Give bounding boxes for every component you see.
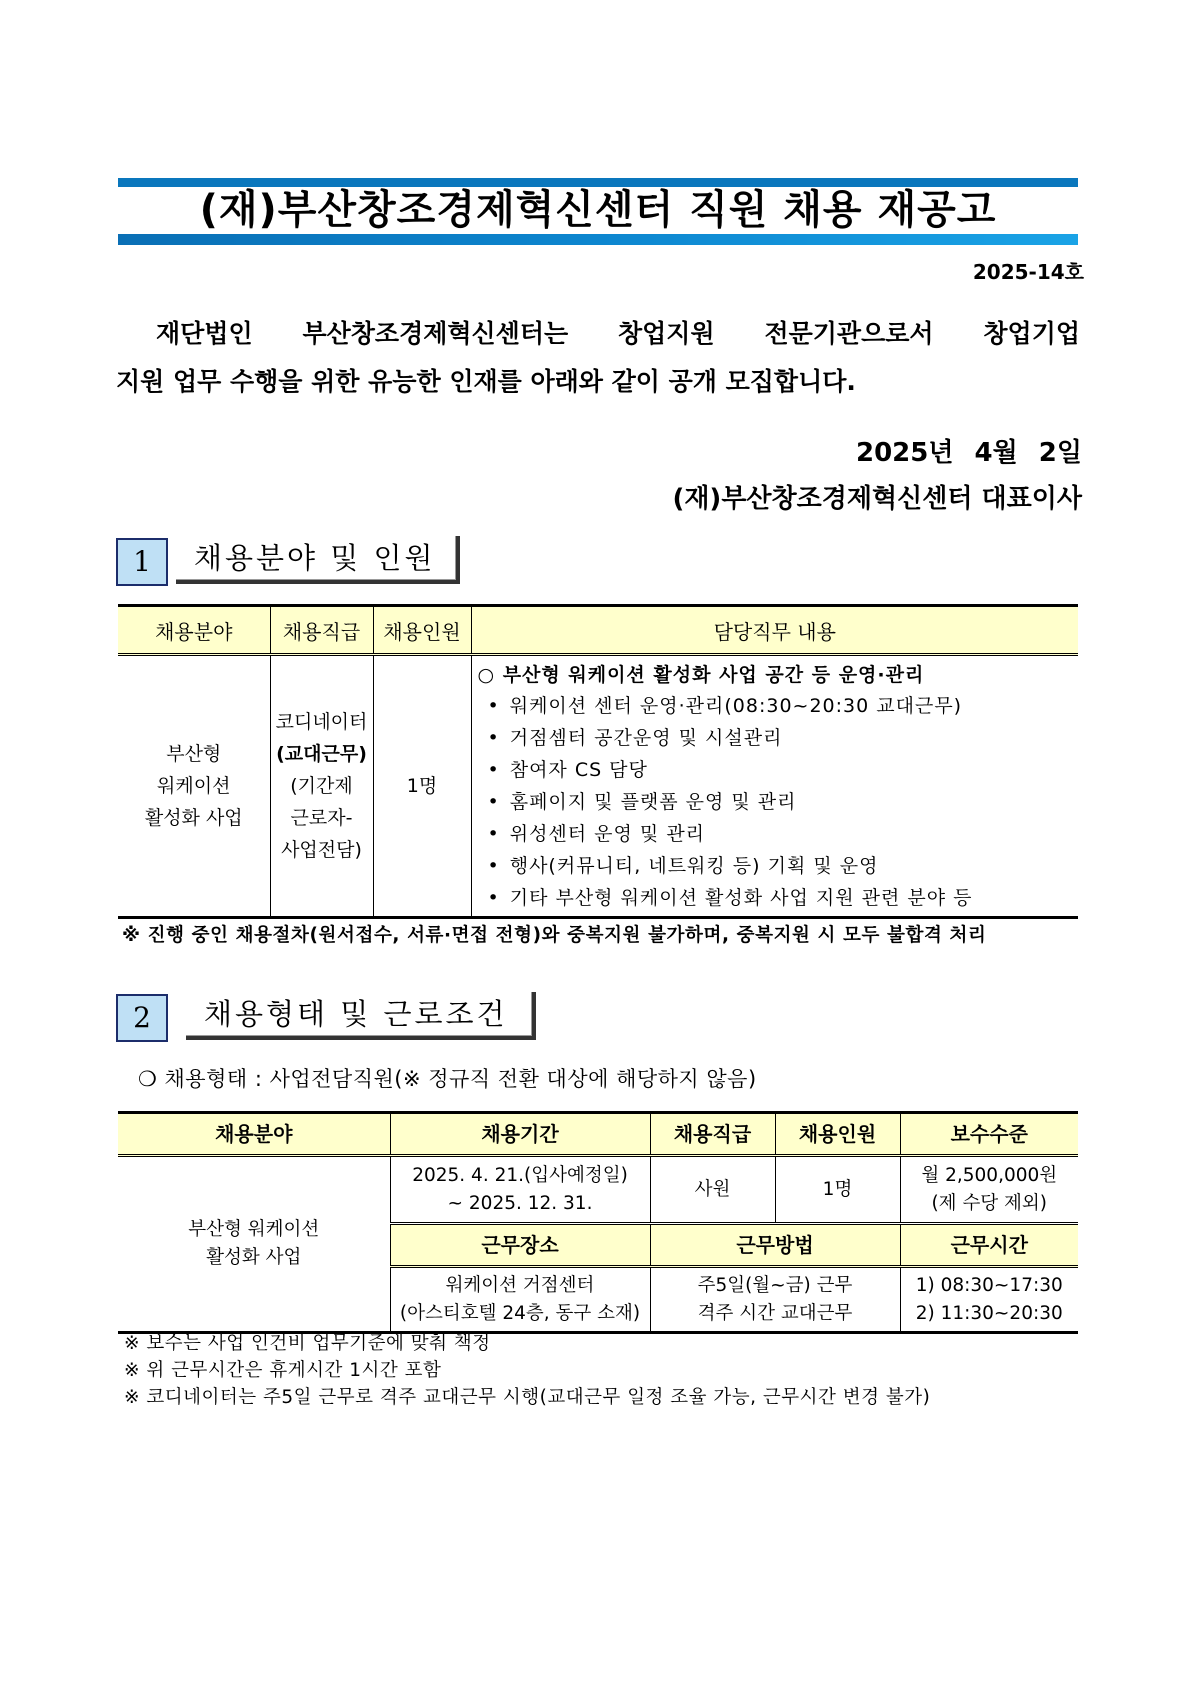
header-grade: 채용직급: [270, 606, 373, 655]
method-cell: [650, 1267, 900, 1333]
header-field: 채용분야: [118, 606, 270, 655]
field-cell: [118, 1156, 390, 1333]
place-cell: [390, 1267, 650, 1333]
method-line: 격주 시간 교대근무: [697, 1302, 853, 1324]
header-hours: 근무시간: [900, 1224, 1078, 1267]
header-duties: 담당직무 내용: [471, 606, 1078, 655]
pay-line: 월 2,500,000원: [921, 1164, 1058, 1186]
pay-line: (제 수당 제외): [931, 1192, 1048, 1214]
duty-main: ○ 부산형 워케이션 활성화 사업 공간 등 운영·관리: [477, 664, 925, 686]
grade-line: 근로자-: [290, 807, 353, 829]
duty-item: • 위성센터 운영 및 관리: [488, 818, 1079, 850]
employment-type: ❍ 채용형태 : 사업전담직원(※ 정규직 전환 대상에 해당하지 않음): [138, 1067, 757, 1091]
issuer: (재)부산창조경제혁신센터 대표이사: [672, 484, 1082, 514]
header-headcount: 채용인원: [775, 1113, 900, 1156]
note-item: ※ 위 근무시간은 휴게시간 1시간 포함: [124, 1360, 442, 1381]
hours-line: 2) 11:30~20:30: [915, 1302, 1063, 1324]
headcount-cell: 1명: [775, 1156, 900, 1224]
grade-line: 사업전담): [281, 839, 362, 861]
duty-item: • 워케이션 센터 운영·관리(08:30~20:30 교대근무): [488, 690, 1079, 722]
section-2-title: 채용형태 및 근로조건: [186, 992, 536, 1040]
intro-line-1: 재단법인 부산창조경제혁신센터는 창업지원 전문기관으로서 창업기업: [156, 319, 1080, 348]
duty-list: [478, 690, 1079, 914]
recruitment-table-header: [118, 606, 1078, 655]
field-line: 활성화 사업: [206, 1247, 302, 1268]
grade-line: (교대근무): [276, 743, 367, 765]
header-method: 근무방법: [650, 1224, 900, 1267]
intro-line-2: 지원 업무 수행을 위한 유능한 인재를 아래와 같이 공개 모집합니다.: [116, 367, 856, 396]
recruitment-table: [118, 604, 1078, 919]
duty-item: • 참여자 CS 담당: [488, 754, 1079, 786]
note-item: ※ 보수는 사업 인건비 업무기준에 맞춰 책정: [124, 1333, 491, 1354]
field-cell: [118, 655, 270, 918]
section-2-number: 2: [116, 994, 168, 1042]
field-line: 부산형: [166, 743, 222, 765]
duty-item: • 거점셈터 공간운영 및 시설관리: [488, 722, 1079, 754]
grade-cell: [270, 655, 373, 918]
period-line: 2025. 4. 21.(입사예정일): [412, 1164, 628, 1186]
period-cell: [390, 1156, 650, 1224]
method-line: 주5일(월~금) 근무: [697, 1274, 853, 1296]
grade-line: 코디네이터: [275, 711, 368, 733]
header-field: 채용분야: [118, 1113, 390, 1156]
intro-paragraph: [116, 310, 1080, 406]
duty-item: • 기타 부산형 워케이션 활성화 사업 지원 관련 분야 등: [488, 882, 1079, 914]
notice-date: 2025년 4월 2일: [856, 438, 1082, 468]
period-line: ~ 2025. 12. 31.: [447, 1192, 593, 1214]
duty-item: • 홈페이지 및 플랫폼 운영 및 관리: [488, 786, 1079, 818]
header-headcount: 채용인원: [373, 606, 471, 655]
place-line: (아스티호텔 24층, 동구 소재): [399, 1302, 641, 1324]
notice-number: 2025-14호: [972, 260, 1084, 284]
headcount-cell: 1명: [373, 655, 471, 918]
section-1-number: 1: [116, 538, 168, 586]
duties-cell: [471, 655, 1078, 918]
conditions-notes: [124, 1330, 930, 1411]
field-line: 부산형 워케이션: [188, 1219, 320, 1240]
conditions-table-header: [118, 1113, 1078, 1156]
section-1-title: 채용분야 및 인원: [176, 536, 460, 584]
hours-line: 1) 08:30~17:30: [915, 1274, 1063, 1296]
grade-cell: 사원: [650, 1156, 775, 1224]
hours-cell: [900, 1267, 1078, 1333]
header-place: 근무장소: [390, 1224, 650, 1267]
field-line: 워케이션: [157, 775, 231, 797]
header-pay: 보수수준: [900, 1113, 1078, 1156]
header-grade: 채용직급: [650, 1113, 775, 1156]
duplicate-application-note: ※ 진행 중인 채용절차(원서접수, 서류·면접 전형)와 중복지원 불가하며, 중복지원 시 모두 불합격 처리: [122, 925, 987, 946]
page-title: (재)부산창조경제혁신센터 직원 채용 재공고: [199, 187, 997, 233]
header-period: 채용기간: [390, 1113, 650, 1156]
conditions-row-1: [118, 1156, 1078, 1224]
recruitment-table-row: [118, 655, 1078, 918]
note-item: ※ 코디네이터는 주5일 근무로 격주 교대근무 시행(교대근무 일정 조율 가능, 근무시간 변경 불가): [124, 1387, 931, 1408]
title-bar-bottom: [118, 234, 1078, 245]
conditions-table: [118, 1111, 1078, 1334]
grade-line: (기간제: [290, 775, 353, 797]
field-line: 활성화 사업: [144, 807, 243, 829]
duty-item: • 행사(커뮤니티, 네트워킹 등) 기획 및 운영: [488, 850, 1079, 882]
pay-cell: [900, 1156, 1078, 1224]
place-line: 워케이션 거점센터: [445, 1274, 595, 1296]
